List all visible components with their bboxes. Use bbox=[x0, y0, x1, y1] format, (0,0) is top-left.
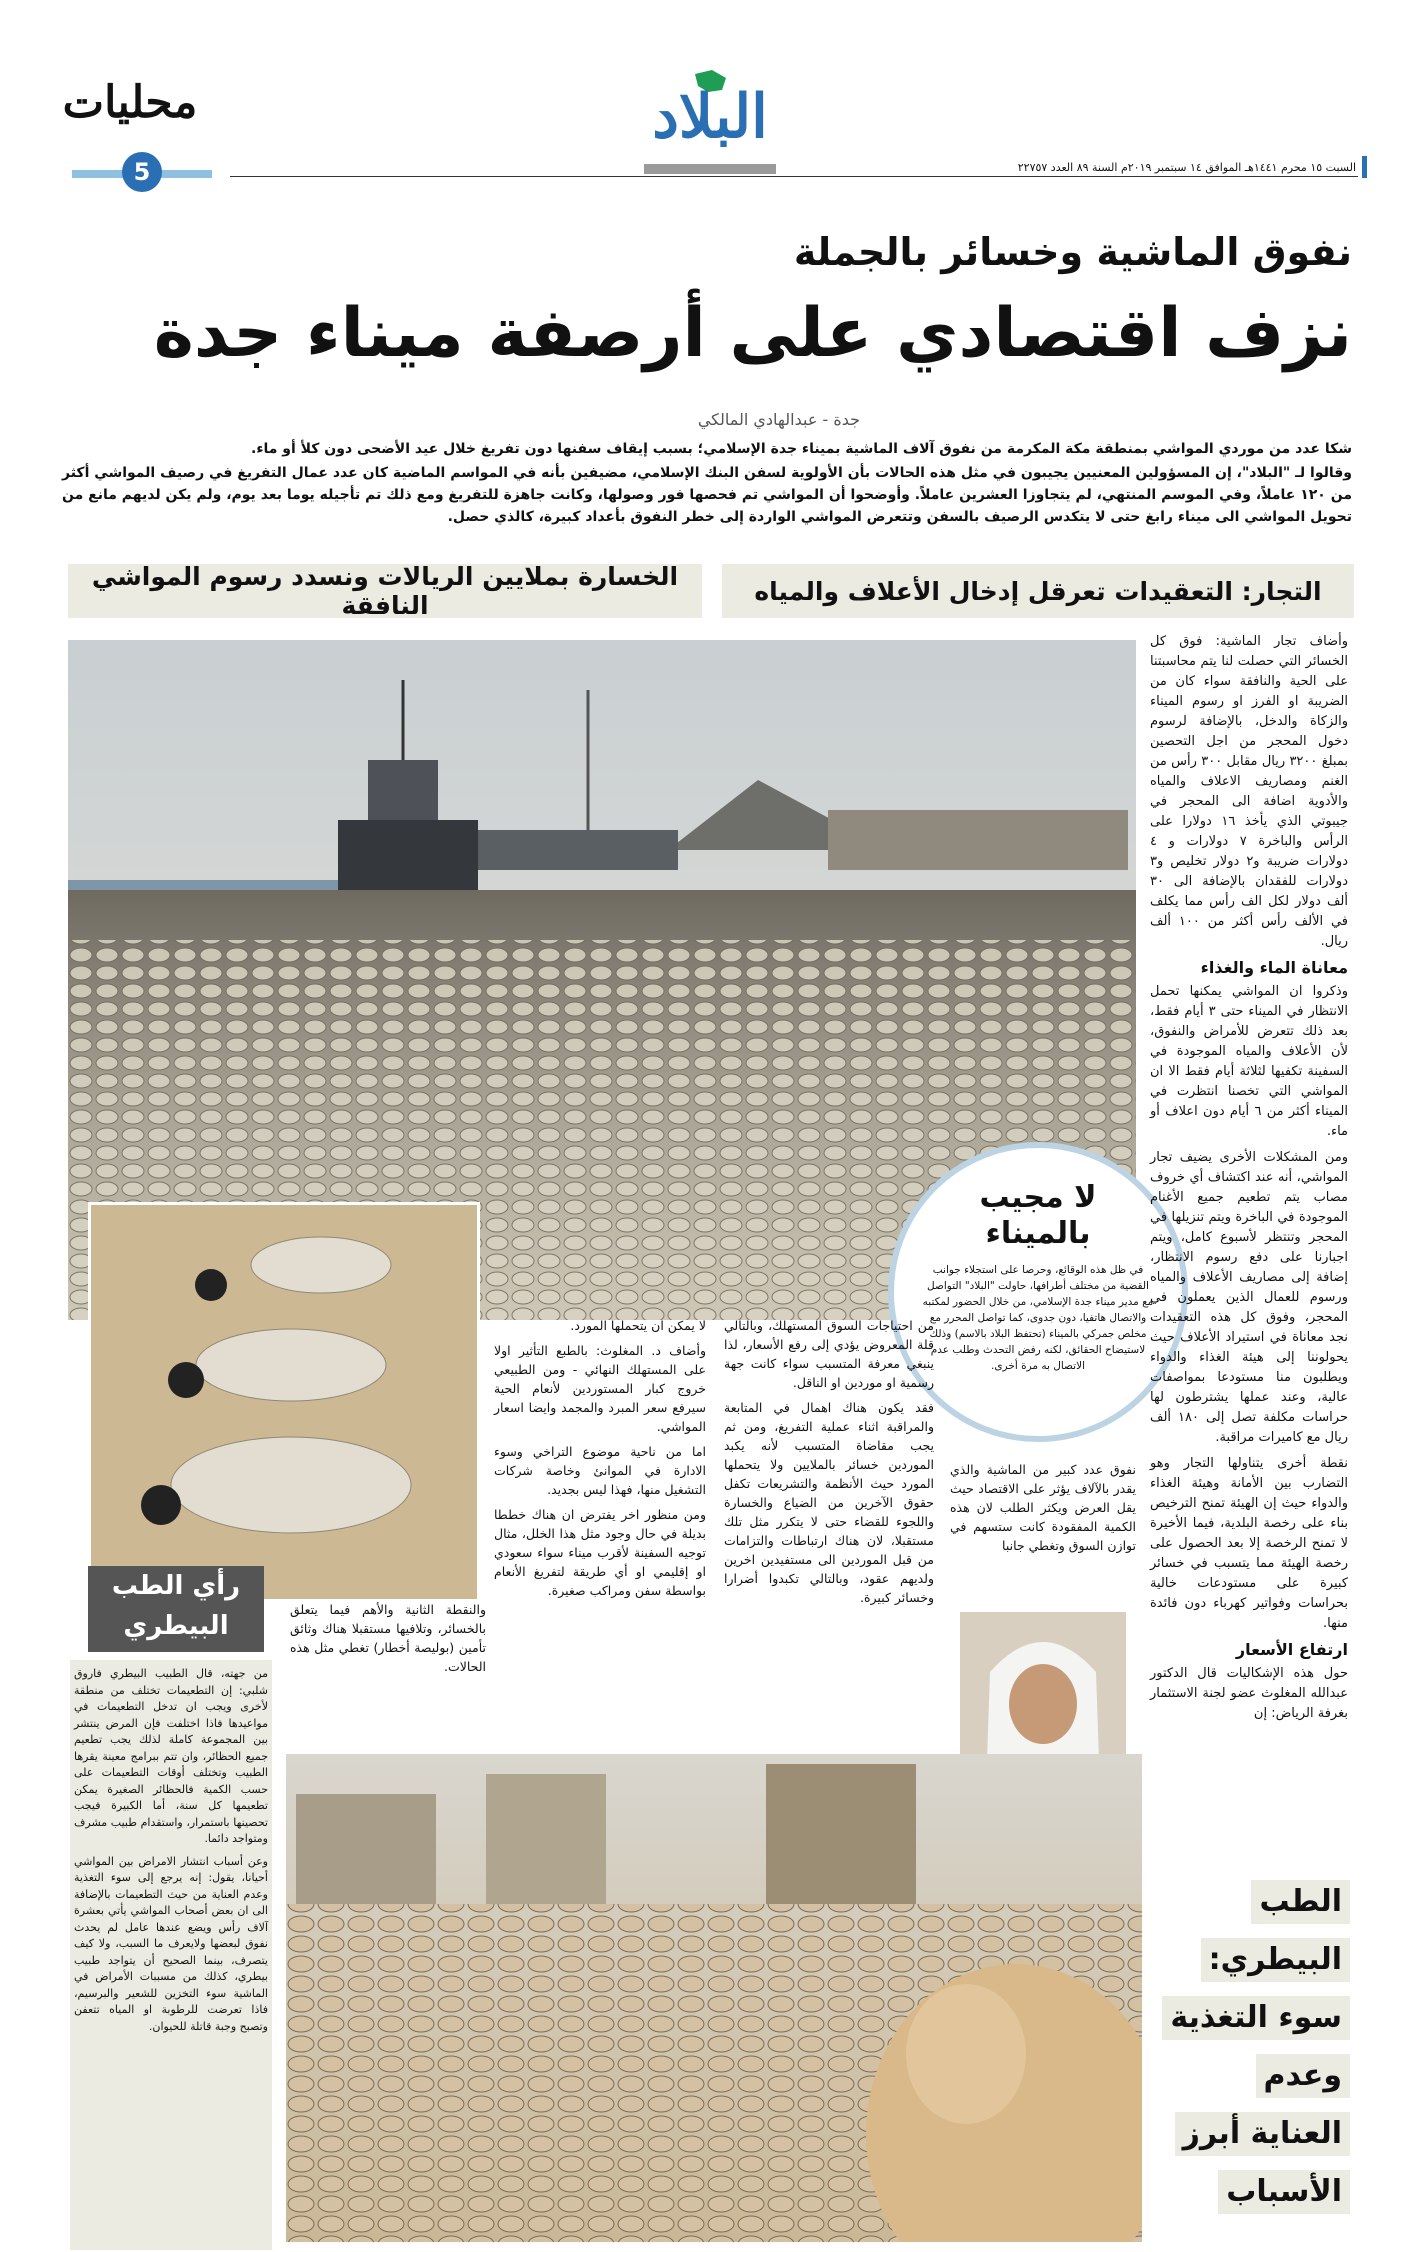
logo-text: البلاد bbox=[652, 82, 768, 152]
masthead bbox=[0, 0, 1420, 185]
lead-paragraph-2: وقالوا لـ "البلاد"، إن المسؤولين المعنيين يجيبون في مثل هذه الحالات بأن الأولوية لسفن البنك الإسلامي، مضيفين بأنه في المواسم الماضية كان عدد عمال التفريغ في رصيف المواشي أكثر من ١٢٠ عاملاً، وفي الموسم المنتهي، لم يتجاوزا العشرين عاملاً. وأوضحوا أن المواشي تم فحصها فور وصولها، وكانت جاهزة للتفريغ ومع ذلك تم تأجيله يوما بعد يوم، ولم يكن لديهم مانع من تحويل المواشي الى ميناء رابغ حتى لا يتكدس الرصيف بالسفن وتتعرض المواشي الواردة إلى خطر النفوق بأعداد كبيرة، كالذي حصل. bbox=[62, 465, 1352, 525]
lead-text bbox=[62, 438, 1352, 528]
circle-text: في ظل هذه الوقائع، وحرصا على استجلاء جوانب القضية من مختلف أطرافها، حاولت "البلاد" التواصل مع مدير ميناء جدة الإسلامي، من خلال الحضور لمكتبه والاتصال هاتفيا، دون جدوى، كما تواصل المحرر مع مخلص جمركي بالميناء (تحتفظ البلاد بالاسم) وذلك لاستيضاح الحقائق، لكنه رفض التحدث وطلب عدم الاتصال به مرة أخرى. bbox=[922, 1264, 1154, 1372]
page-number: 5 bbox=[133, 158, 151, 186]
vet-title-2: البيطري bbox=[123, 1611, 229, 1641]
insurance-paragraph: والنقطة الثانية والأهم فيما يتعلق بالخسائر، وتلافيها مستقبلا هناك وثائق تأمين (بوليصة أخطار) تغطي مثل هذه الحالات. bbox=[290, 1602, 486, 1674]
trucks-photo bbox=[286, 1754, 1142, 2242]
vet-title-box bbox=[88, 1566, 264, 1652]
circle-title-1: لا مجيب bbox=[979, 1180, 1097, 1215]
section-name: محليات bbox=[62, 77, 198, 128]
right-paragraph-2: وذكروا ان المواشي يمكنها تحمل الانتظار في الميناء حتى ٣ أيام فقط، بعد ذلك تتعرض للأمراض والنفوق، لأن الأعلاف والمياه الموجودة في السفينة تكفيها لثلاثة أيام فقط الا ان المواشي التي تخصنا انتظرت في الميناء أكثر من ٦ أيام دون اعلاف أو ماء. bbox=[1150, 984, 1348, 1139]
lead-paragraph-1: شكا عدد من موردي المواشي بمنطقة مكة المكرمة من نفوق آلاف الماشية بميناء جدة الإسلامي؛ بسبب إيقاف سفنها دون تفريغ خلال عيد الأضحى دون كلأ أو ماء. bbox=[251, 441, 1352, 457]
insurance-column bbox=[290, 1600, 486, 1682]
date-line bbox=[1017, 156, 1367, 178]
right-paragraph-3: ومن المشكلات الأخرى يضيف تجار المواشي، أنه عند اكتشاف أي خروف مصاب يتم تطعيم جميع الأغنام الموجودة في الباخرة ويتم تنزيلها في المحجر وتنتظر لأسبوع كامل، ويتم اجبارنا على دفع رسوم الانتظار، إضافة إلى مصاريف الأعلاف والمياه ورسوم للعمال الذين يعملون في المحجر، وفوق كل هذه التعقيدات نجد معاناة في استيراد الأعلاف حيث يحولوننا إلى هيئة الغذاء والدواء ويطلبون منا مستودعا بمواصفات عالية، وعند عملها يشترطون لها حراسات مكلفة تصل إلى ١٨٠ ألف ريال مع كاميرات مراقبة. bbox=[1150, 1150, 1348, 1445]
pull-quote-line-2: البيطري: bbox=[1201, 1938, 1350, 1982]
date-text: السبت ١٥ محرم ١٤٤١هـ الموافق ١٤ سبتمبر ٢٠١٩م السنة ٨٩ العدد ٢٢٧٥٧ bbox=[1017, 161, 1356, 174]
right-paragraph-1: وأضاف تجار الماشية: فوق كل الخسائر التي حصلت لنا يتم محاسبتنا على الحية والنافقة سواء كان من الضريبة او الفرز او رسوم الميناء والزكاة والدخل، بالإضافة لرسوم دخول المحجر من اجل التحصين بمبلغ ٣٢٠٠ ريال مقابل ٣٠٠ رأس من الغنم ومصاريف الاعلاف والمياه والأدوية اضافة الى المحجر في جيبوتي الذي يأخذ ١٦ دولارا على الرأس والباخرة ٧ دولارات و ٤ دولارات ضريبة و٢ دولار تخليص و٣ دولارات للفقدان بالإضافة الى ٣٠ ألف دولار لكل الف رأس مما يكلف في الألف رأس أكثر من ١٠٠ ألف ريال. bbox=[1150, 634, 1349, 949]
circle-title-2: بالميناء bbox=[985, 1216, 1091, 1251]
pull-quote-line-4: وعدم bbox=[1256, 2054, 1350, 2098]
byline: جدة - عبدالهادي المالكي bbox=[697, 410, 860, 429]
middle-paragraph-1: من احتياجات السوق المستهلك، وبالتالي قلة المعروض يؤدي إلى رفع الأسعار، لذا ينبغي معرفة المتسبب سواء كانت جهة رسمية او موردين او الناقل. bbox=[724, 1318, 934, 1390]
vet-paragraph-1: من جهته، قال الطبيب البيطري فاروق شلبي: إن التطعيمات تختلف من منطقة لأخرى ويجب ان تدخل التطعيمات في مواعيدها فاذا اختلفت فإن المرض ينتشر بين المجموعة كاملة لذلك يجب تطعيم جميع الحظائر، وان تتم ببرامج معينة يقرها الطبيب وتختلف أوقات التطعيمات على حسب الكمية فالحظائر الصغيرة يمكن تطعيمها كل سنة، أما الكبيرة فيجب تحصينها باستمرار، واستقدام طبيب مشرف ومتواجد دائما. bbox=[74, 1667, 268, 1845]
middle-left-column bbox=[494, 1316, 706, 1606]
banner-left-text: الخسارة بملايين الريالات ونسدد رسوم المواشي النافقة bbox=[91, 562, 679, 620]
middle-left-paragraph-1: لا يمكن ان يتحملها المورد. bbox=[570, 1318, 706, 1333]
banner-right-text: التجار: التعقيدات تعرقل إدخال الأعلاف والمياه bbox=[754, 576, 1322, 606]
pull-quote-line-6: الأسباب bbox=[1218, 2170, 1350, 2214]
middle-left-paragraph-2: وأضاف د. المغلوث: بالطبع التأثير اولا على المستهلك النهائي - ومن الطبيعي خروج كبار المستوردين لأنعام الحية سيرفع سعر المبرد والمجمد وايضا اسعار المواشي. bbox=[494, 1343, 706, 1434]
vet-paragraph-2: وعن أسباب انتشار الامراض بين المواشي أحيانا، يقول: إنه يرجع إلى سوء التغذية وعدم العناية من حيث التطعيمات بالإضافة الى ان بعض أصحاب المواشي يأتي بعشرة آلاف رأس ويضع عندها عامل لم يحدث نفوق لبعضها ولايعرف ما السبب، ولا كيف يتصرف، بينما الصحيح أن يتواجد طبيب بيطري، كذلك من مسببات الأمراض في الماشية سوء التخزين للشعير والبرسيم، فاذا تعرضت للرطوبة او المياه تتعفن وتصبح وجبة قاتلة للحيوان. bbox=[74, 1854, 268, 2033]
pull-quote-line-1: الطب bbox=[1251, 1880, 1350, 1924]
logo-bar bbox=[644, 164, 776, 174]
middle-left-paragraph-3: اما من ناحية موضوع التراخي وسوء الادارة في الموانئ وخاصة شركات التشغيل منها، فهذا ليس بجديد. bbox=[494, 1444, 706, 1497]
banner-left bbox=[68, 564, 702, 618]
subhead-price-rise: ارتفاع الأسعار bbox=[1235, 1640, 1348, 1659]
subhead-water-food: معاناة الماء والغذاء bbox=[1200, 958, 1348, 977]
headline: نزف اقتصادي على أرصفة ميناء جدة bbox=[153, 294, 1352, 373]
dead-sheep-photo bbox=[88, 1202, 480, 1602]
vet-title-1: رأي الطب bbox=[111, 1571, 241, 1601]
pull-quote-line-5: العناية أبرز bbox=[1175, 2112, 1350, 2156]
kicker: نفوق الماشية وخسائر بالجملة bbox=[793, 230, 1352, 274]
pull-quote bbox=[1130, 1880, 1350, 2214]
middle-column bbox=[724, 1316, 934, 1613]
middle-paragraph-2: فقد يكون هناك اهمال في المتابعة والمراقبة اثناء عملية التفريغ، ومن ثم يجب مقاضاة المتسبب لأنه يكبد الموردين خسائر بالملايين ولا يتحملها المورد حيث الأنظمة والتشريعات تكفل حقوق الآخرين من الضياع والخسارة واللجوء للقضاء حتى لا يتكرر مثل تلك مستقبلا، لان هناك ارتباطات والتزامات من قبل الموردين الى مستفيدين اخرين ولديهم عقود، وبالتالي تكبدوا أضرارا وخسائر كبيرة. bbox=[724, 1400, 934, 1605]
middle-right-column bbox=[950, 1460, 1136, 1561]
logo bbox=[640, 68, 780, 178]
vet-column bbox=[70, 1660, 272, 2250]
middle-right-paragraph-1: نفوق عدد كبير من الماشية والذي يقدر بالآلاف يؤثر على الاقتصاد حيث يقل العرض ويكثر الطلب لان هذه الكمية المفقودة كانت ستسهم في توازن السوق وتغطي جانبا bbox=[950, 1462, 1136, 1553]
banner-right bbox=[722, 564, 1354, 618]
middle-left-paragraph-4: ومن منظور اخر يفترض ان هناك خططا بديلة في حال وجود مثل هذا الخلل، مثال توجيه السفينة لأقرب ميناء سواء سعودي او إقليمي او أي طريقة لتفريغ الأنعام بواسطة سفن ومراكب صغيرة. bbox=[494, 1507, 706, 1598]
page-number-badge bbox=[122, 152, 162, 192]
right-paragraph-5: حول هذه الإشكاليات قال الدكتور عبدالله المغلوث عضو لجنة الاستثمار بغرفة الرياض: إن bbox=[1150, 1666, 1348, 1721]
right-column bbox=[1150, 632, 1348, 1730]
right-paragraph-4: نقطة أخرى يتناولها التجار وهو التضارب بين الأمانة وهيئة الغذاء والدواء حيث إن الهيئة تمنح الترخيص بناء على رخصة البلدية، فيما الأخيرة لا تمنح الرخصة إلا بعد الحصول على رخصة الهيئة مما يتسبب في خسائر كبيرة على مستودعات خالية بحراسات وفواتير كهرباء دون فائدة منها. bbox=[1150, 1456, 1348, 1631]
pull-quote-line-3: سوء التغذية bbox=[1162, 1996, 1350, 2040]
